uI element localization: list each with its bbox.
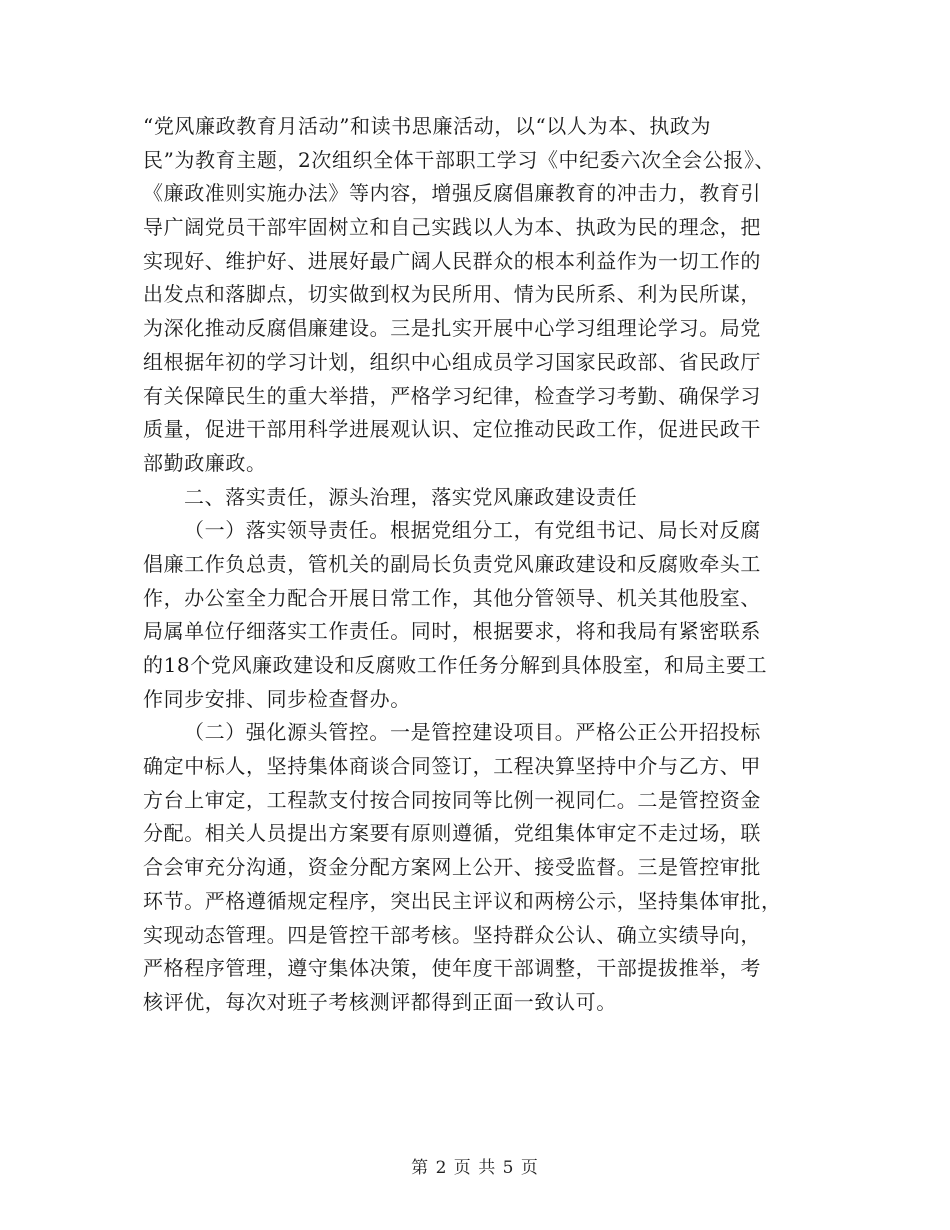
text-line: 实现好、维护好、进展好最广阔人民群众的根本利益作为一切工作的 (143, 248, 761, 273)
text-line: 确定中标人，坚持集体商谈合同签订，工程决算坚持中介与乙方、甲 (143, 754, 761, 779)
text-line: 部勤政廉政。 (143, 450, 267, 475)
text-line: 合会审充分沟通，资金分配方案网上公开、接受监督。三是管控审批 (143, 855, 761, 880)
text-line: 导广阔党员干部牢固树立和自己实践以人为本、执政为民的理念，把 (143, 215, 761, 240)
text-line: 实现动态管理。四是管控干部考核。坚持群众公认、确立实绩导向， (143, 922, 761, 947)
text-line: 局属单位仔细落实工作责任。同时，根据要求，将和我局有紧密联系 (143, 619, 761, 644)
text-line: 分配。相关人员提出方案要有原则遵循，党组集体审定不走过场，联 (143, 821, 761, 846)
text-line: （二）强化源头管控。一是管控建设项目。严格公正公开招投标 (184, 720, 761, 745)
text-line: 作同步安排、同步检查督办。 (143, 686, 411, 711)
text-line: 倡廉工作负总责，管机关的副局长负责党风廉政建设和反腐败牵头工 (143, 551, 761, 576)
text-line: 《廉政准则实施办法》等内容，增强反腐倡廉教育的冲击力，教育引 (143, 181, 761, 206)
text-line: 的18个党风廉政建设和反腐败工作任务分解到具体股室，和局主要工 (143, 653, 768, 677)
text-line: 出发点和落脚点，切实做到权为民所用、情为民所系、利为民所谋， (143, 282, 761, 307)
text-line: 质量，促进干部用科学进展观认识、定位推动民政工作，促进民政干 (143, 417, 761, 442)
text-line: 环节。严格遵循规定程序，突出民主评议和两榜公示，坚持集体审批， (143, 888, 782, 913)
text-line: 组根据年初的学习计划，组织中心组成员学习国家民政部、省民政厅 (143, 349, 761, 374)
text-line: 民”为教育主题，2次组织全体干部职工学习《中纪委六次全会公报》、 (143, 147, 776, 172)
text-line: 方台上审定，工程款支付按合同按同等比例一视同仁。二是管控资金 (143, 787, 761, 812)
section-heading: 二、落实责任，源头治理，落实党风廉政建设责任 (184, 484, 638, 509)
text-line: 为深化推动反腐倡廉建设。三是扎实开展中心学习组理论学习。局党 (143, 316, 761, 341)
text-line: 有关保障民生的重大举措，严格学习纪律，检查学习考勤、确保学习 (143, 383, 761, 408)
text-line: 严格程序管理，遵守集体决策，使年度干部调整，干部提拔推举，考 (143, 956, 761, 981)
text-line: （一）落实领导责任。根据党组分工，有党组书记、局长对反腐 (184, 518, 761, 543)
text-line: 核评优，每次对班子考核测评都得到正面一致认可。 (143, 989, 617, 1014)
text-line: “党风廉政教育月活动”和读书思廉活动，以“以人为本、执政为 (143, 114, 712, 138)
text-line: 作，办公室全力配合开展日常工作，其他分管领导、机关其他股室、 (143, 585, 761, 610)
document-body (143, 110, 823, 1020)
page-number-footer: 第 2 页 共 5 页 (411, 1158, 539, 1178)
